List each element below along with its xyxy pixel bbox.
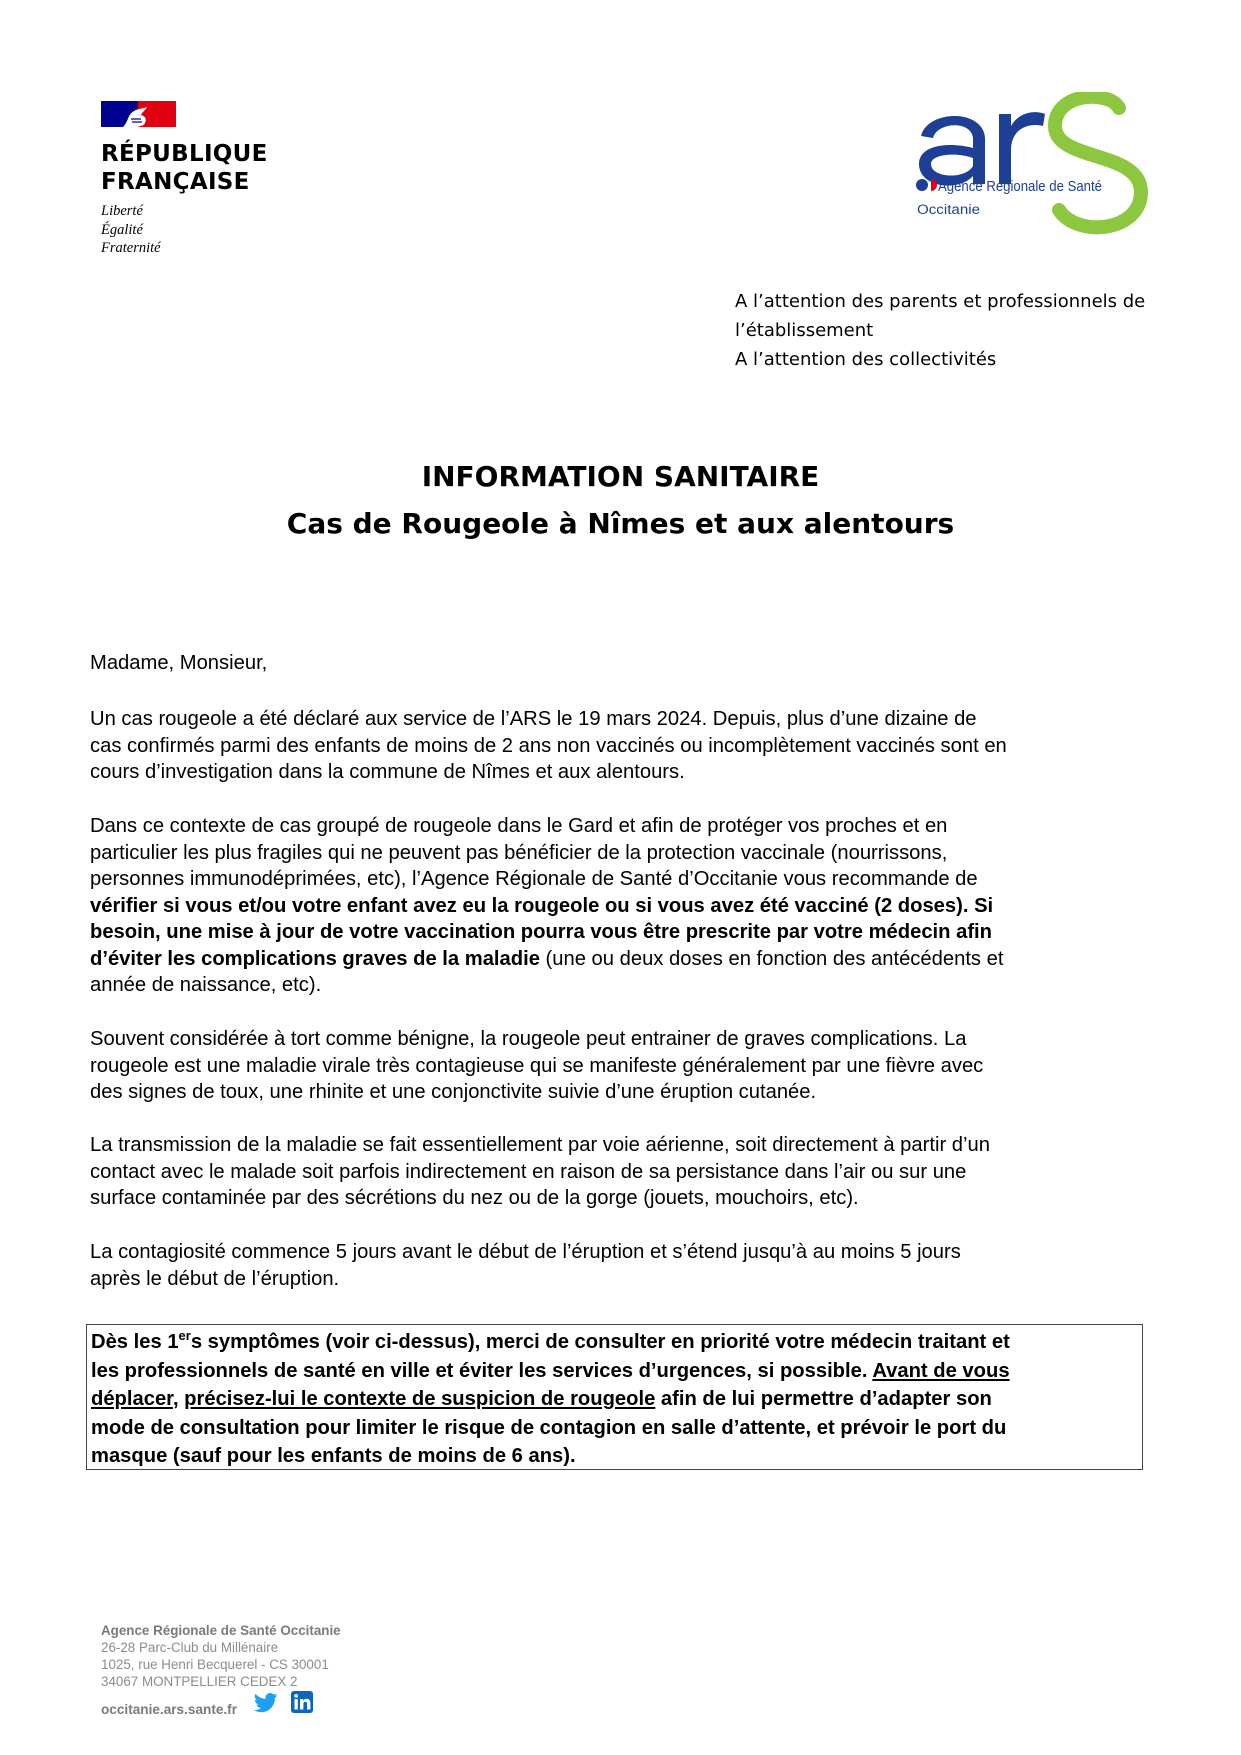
paragraph-3: Souvent considérée à tort comme bénigne, la rougeole peut entrainer de graves complications. La rougeole est une maladie virale très contagieuse qui se manifeste généralement par une fièvre avec des signes de toux, une rhinite et une conjonctivite suivie d’une éruption cutanée. bbox=[90, 1028, 984, 1103]
rf-name-line1: RÉPUBLIQUE bbox=[101, 141, 268, 167]
ars-subtitle: Agence Régionale de Santé bbox=[938, 179, 1102, 195]
document-title bbox=[0, 453, 1241, 547]
title-line1: INFORMATION SANITAIRE bbox=[421, 460, 820, 493]
ars-region: Occitanie bbox=[917, 202, 980, 217]
footer-address-line: 26-28 Parc-Club du Millénaire bbox=[101, 1640, 279, 1655]
ars-occitanie-logo bbox=[913, 92, 1153, 242]
addressee-block bbox=[735, 287, 1205, 374]
important-notice-box: Dès les 1ers symptômes (voir ci-dessus), merci de consulter en priorité votre médecin traitant et les professionnels de santé en ville et éviter les services d’urgences, si possible. Avant de vous déplacer, précisez-lui le contexte de suspicion de rougeole afin de lui permettre d’adapter son mode de consultation pour limiter le risque de contagion en salle d’attente, et prévoir le port du masque (sauf pour les enfants de moins de 6 ans). bbox=[86, 1324, 1143, 1470]
footer-address-line: 1025, rue Henri Becquerel - CS 30001 bbox=[101, 1657, 329, 1672]
paragraph-4: La transmission de la maladie se fait essentiellement par voie aérienne, soit directement à partir d’un contact avec le malade soit parfois indirectement en raison de sa persistance dans l’air ou sur une surface contaminée par des sécrétions du nez ou de la gorge (jouets, mouchoirs, etc). bbox=[90, 1134, 990, 1209]
paragraph-2: Dans ce contexte de cas groupé de rougeole dans le Gard et afin de protéger vos proches et en particulier les plus fragiles qui ne peuvent pas bénéficier de la protection vaccinale (nourrissons, personnes immunodéprimées, etc), l’Agence Régionale de Santé d’Occitanie vous recommande de vérifier si vous et/ou votre enfant avez eu la rougeole ou si vous avez été vacciné (2 doses). Si besoin, une mise à jour de votre vaccination pourra vous être prescrite par votre médecin afin d’éviter les complications graves de la maladie (une ou deux doses en fonction des antécédents et année de naissance, etc). bbox=[90, 815, 1004, 996]
title-line2: Cas de Rougeole à Nîmes et aux alentours bbox=[286, 507, 955, 540]
twitter-icon[interactable] bbox=[254, 1693, 278, 1713]
rf-motto-fraternite: Fraternité bbox=[101, 240, 161, 256]
footer-website-link[interactable]: occitanie.ars.sante.fr bbox=[101, 1702, 237, 1717]
republique-francaise-logo bbox=[101, 101, 301, 258]
footer-org: Agence Régionale de Santé Occitanie bbox=[101, 1623, 341, 1638]
linkedin-icon[interactable] bbox=[291, 1691, 313, 1713]
paragraph-5: La contagiosité commence 5 jours avant le début de l’éruption et s’étend jusqu’à au moins 5 jours après le début de l’éruption. bbox=[90, 1241, 961, 1290]
paragraph-1: Un cas rougeole a été déclaré aux service de l’ARS le 19 mars 2024. Depuis, plus d’une dizaine de cas confirmés parmi des enfants de moins de 2 ans non vaccinés ou incomplètement vaccinés sont en cours d’investigation dans la commune de Nîmes et aux alentours. bbox=[90, 708, 1007, 783]
marianne-flag-icon bbox=[101, 101, 176, 127]
salutation: Madame, Monsieur, bbox=[90, 652, 268, 674]
addressee-line: A l’attention des parents et professionnels de bbox=[735, 291, 1146, 312]
addressee-line: A l’attention des collectivités bbox=[735, 349, 997, 370]
footer-address-line: 34067 MONTPELLIER CEDEX 2 bbox=[101, 1674, 298, 1689]
rf-motto-liberte: Liberté bbox=[101, 203, 143, 219]
rf-name-line2: FRANÇAISE bbox=[101, 169, 250, 195]
addressee-line: l’établissement bbox=[735, 320, 874, 341]
rf-motto-egalite: Égalité bbox=[101, 221, 143, 238]
footer-address bbox=[101, 1622, 501, 1690]
